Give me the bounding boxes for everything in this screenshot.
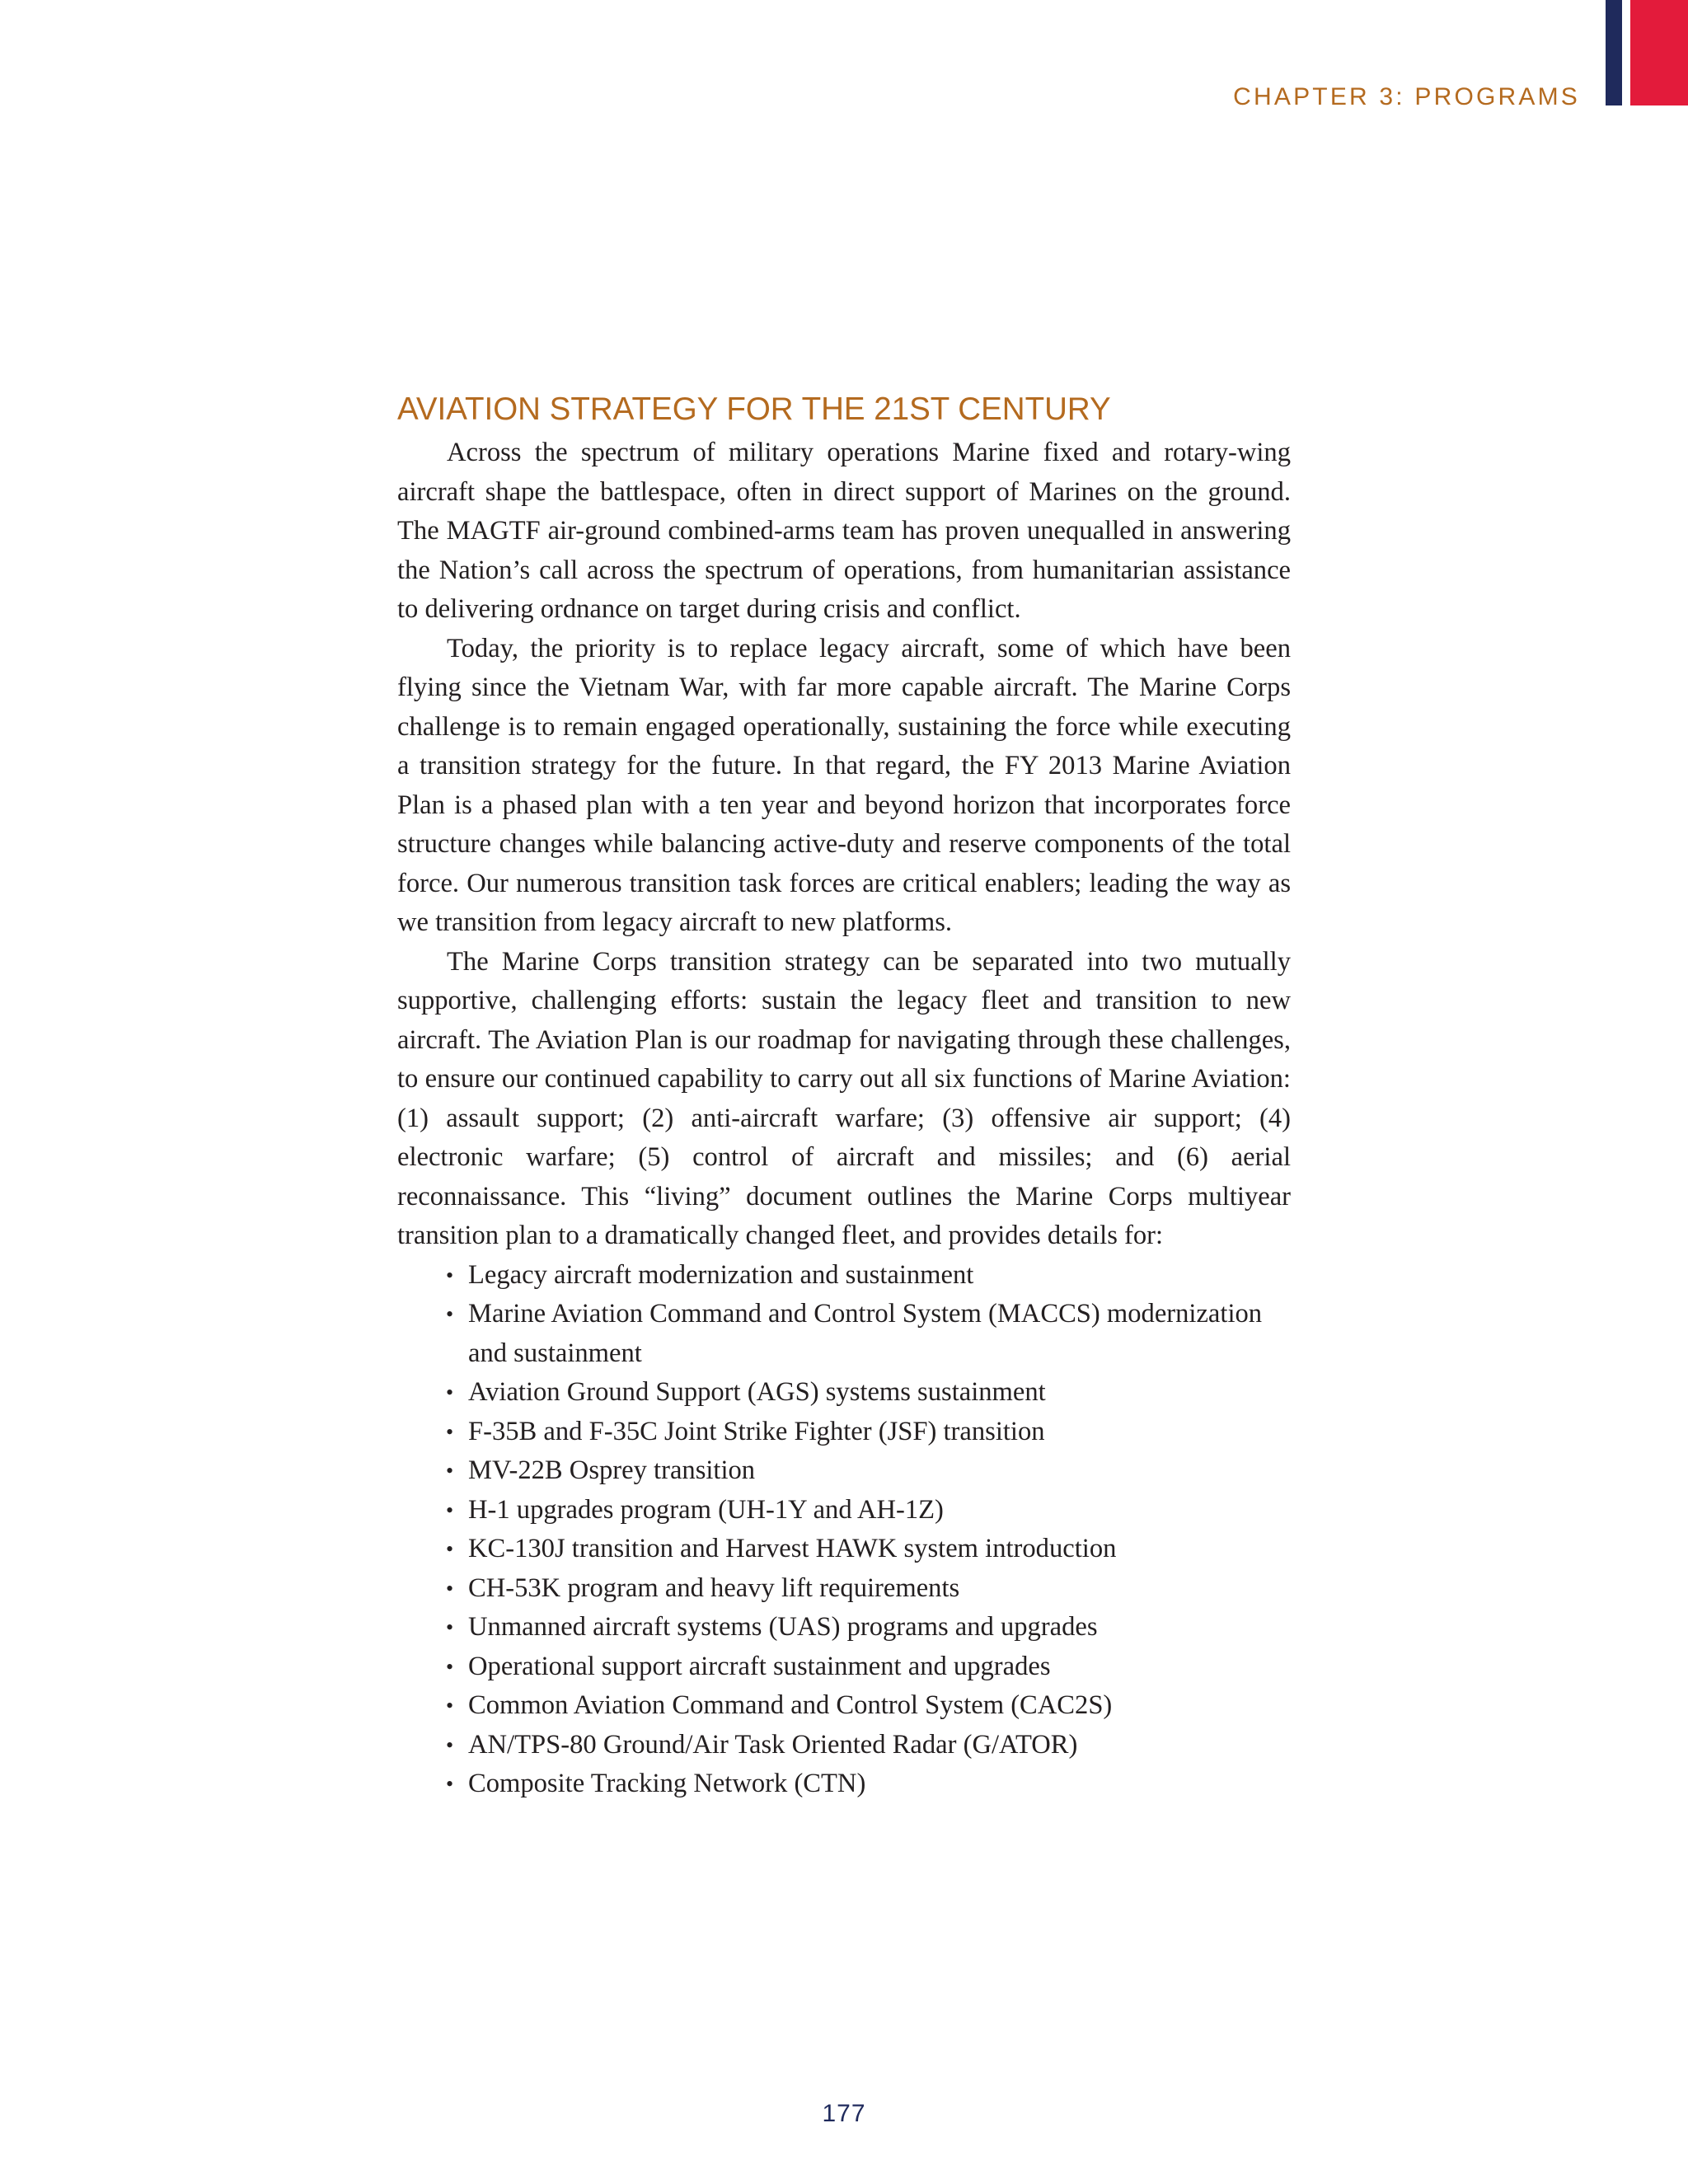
- bullet-icon: •: [446, 1694, 454, 1718]
- bullet-icon: •: [446, 1380, 454, 1404]
- list-item: [446, 1256, 1291, 1296]
- list-item: [446, 1726, 1291, 1765]
- list-item-text: AN/TPS-80 Ground/Air Task Oriented Radar (G/ATOR): [468, 1729, 1078, 1760]
- bullet-list: [397, 1256, 1291, 1804]
- list-item-text: Marine Aviation Command and Control System (MACCS) modernization and sustainment: [468, 1299, 1263, 1368]
- paragraph-2: Today, the priority is to replace legacy aircraft, some of which have been flying since the Vietnam War, with far more capable aircraft. The Marine Corps challenge is to remain engaged operationally, sustaining the force while executing a transition strategy for the future. In that regard, the FY 2013 Marine Aviation Plan is a phased plan with a ten year and beyond horizon that incorporates force structure changes while balancing active-duty and reserve components of the total force. Our numerous transition task forces are critical enablers; leading the way as we transition from legacy aircraft to new platforms.: [397, 633, 1291, 937]
- page-number: 177: [822, 2100, 866, 2127]
- list-item-text: Common Aviation Command and Control System (CAC2S): [468, 1690, 1113, 1720]
- list-item: [446, 1569, 1291, 1609]
- navy-stripe: [1606, 0, 1622, 105]
- list-item: [446, 1608, 1291, 1647]
- list-item: [446, 1530, 1291, 1569]
- section-title: AVIATION STRATEGY FOR THE 21ST CENTURY: [397, 391, 1111, 427]
- list-item: [446, 1295, 1291, 1373]
- bullet-icon: •: [446, 1576, 454, 1601]
- list-item-text: MV-22B Osprey transition: [468, 1455, 756, 1485]
- list-item: [446, 1647, 1291, 1687]
- bullet-icon: •: [446, 1732, 454, 1757]
- list-item-text: F-35B and F-35C Joint Strike Fighter (JSF) transition: [468, 1416, 1045, 1446]
- bullet-icon: •: [446, 1302, 454, 1326]
- bullet-icon: •: [446, 1615, 454, 1639]
- bullet-icon: •: [446, 1419, 454, 1444]
- chapter-header: CHAPTER 3: PROGRAMS: [1233, 83, 1580, 110]
- bullet-icon: •: [446, 1537, 454, 1561]
- list-item-text: KC-130J transition and Harvest HAWK system introduction: [468, 1534, 1117, 1563]
- paragraph-1: Across the spectrum of military operations Marine fixed and rotary-wing aircraft shape the battlespace, often in direct support of Marines on the ground. The MAGTF air-ground combined-arms team has proven unequalled in answering the Nation’s call across the spectrum of operations, from humanitarian assistance to delivering ordnance on target during crisis and conflict.: [397, 438, 1291, 624]
- list-item: [446, 1413, 1291, 1452]
- main-content: [397, 389, 1291, 1804]
- bullet-icon: •: [446, 1772, 454, 1796]
- bullet-icon: •: [446, 1459, 454, 1483]
- paragraph-3: The Marine Corps transition strategy can be separated into two mutually supportive, challenging efforts: sustain the legacy fleet and transition to new aircraft. The Aviation Plan is our roadmap for navigating through these challenges, to ensure our continued capability to carry out all six functions of Marine Aviation: (1) assault support; (2) anti-aircraft warfare; (3) offensive air support; (4) electronic warfare; (5) control of aircraft and missiles; and (6) aerial reconnaissance. This “living” document outlines the Marine Corps multiyear transition plan to a dramatically changed fleet, and provides details for:: [397, 946, 1291, 1250]
- list-item-text: Aviation Ground Support (AGS) systems sustainment: [468, 1377, 1046, 1407]
- list-item: [446, 1686, 1291, 1726]
- list-item: [446, 1451, 1291, 1491]
- list-item: [446, 1373, 1291, 1413]
- list-item: [446, 1491, 1291, 1530]
- list-item-text: Composite Tracking Network (CTN): [468, 1769, 866, 1798]
- red-stripe: [1630, 0, 1688, 105]
- list-item-text: Legacy aircraft modernization and sustainment: [468, 1259, 974, 1290]
- bullet-icon: •: [446, 1263, 454, 1287]
- list-item-text: Unmanned aircraft systems (UAS) programs and upgrades: [468, 1612, 1098, 1642]
- bullet-icon: •: [446, 1497, 454, 1522]
- list-item-text: Operational support aircraft sustainment and upgrades: [468, 1651, 1051, 1681]
- bullet-icon: •: [446, 1654, 454, 1679]
- chapter-color-tab: [1606, 0, 1688, 105]
- list-item-text: CH-53K program and heavy lift requirements: [468, 1572, 960, 1603]
- list-item-text: H-1 upgrades program (UH-1Y and AH-1Z): [468, 1494, 944, 1525]
- list-item: [446, 1765, 1291, 1804]
